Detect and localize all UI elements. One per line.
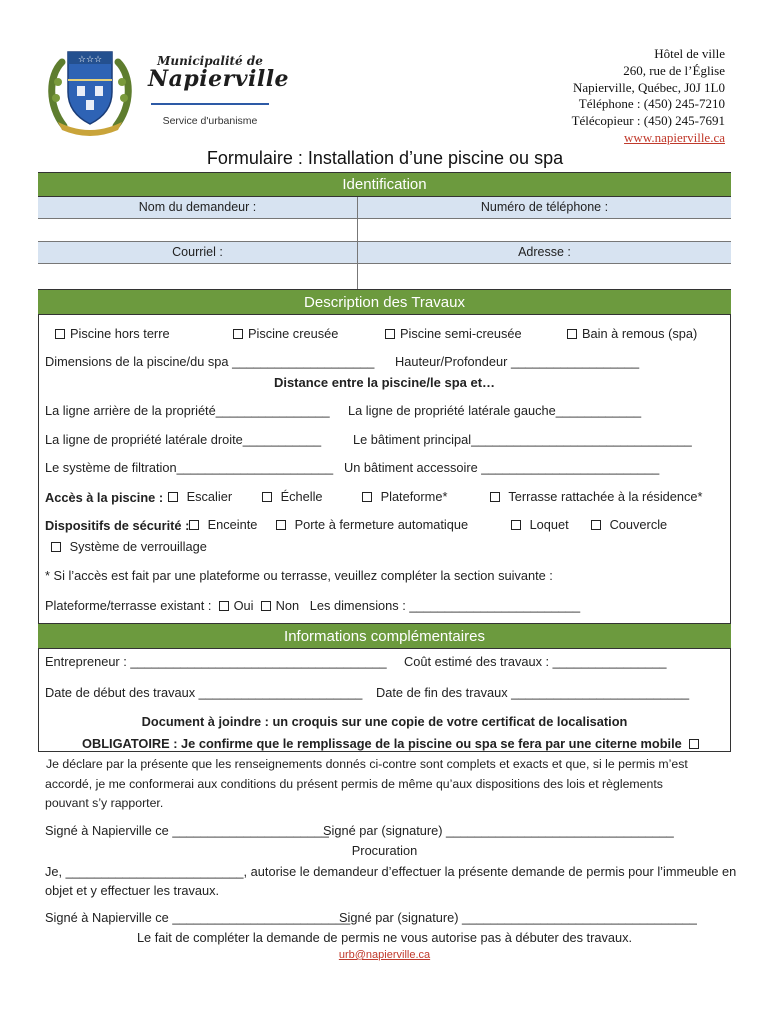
mandatory-confirm — [82, 736, 704, 751]
option-label: Porte à fermeture automatique — [294, 517, 469, 532]
fax-line: Télécopieur : (450) 245-7691 — [571, 113, 725, 129]
proc-signature-field[interactable]: Signé par (signature) _________________________________ — [339, 910, 697, 925]
option-label: Terrasse rattachée à la résidence* — [508, 489, 703, 504]
option-label: Échelle — [280, 489, 323, 504]
option-label: Bain à remous (spa) — [582, 326, 698, 341]
safety-cover[interactable] — [591, 517, 667, 532]
safety-auto-door[interactable] — [276, 517, 468, 532]
checkbox[interactable] — [189, 520, 199, 530]
access-terrace[interactable] — [490, 489, 703, 504]
platform-dimensions-field[interactable]: Les dimensions : ________________________ — [309, 598, 581, 613]
main-building-field[interactable]: Le bâtiment principal_______________________________ — [353, 432, 692, 447]
checkbox[interactable] — [262, 492, 272, 502]
checkbox[interactable] — [233, 329, 243, 339]
name-input[interactable] — [38, 219, 357, 242]
address-line: Napierville, Québec, J0J 1L0 — [573, 79, 725, 95]
declaration-line: accordé, je me conformerai aux conditions du présent permis de même qu’aux dispositions des lois et règlements — [45, 777, 663, 791]
checkbox[interactable] — [567, 329, 577, 339]
safety-lock-system[interactable] — [51, 539, 207, 554]
height-field[interactable]: Hauteur/Profondeur __________________ — [395, 354, 640, 369]
email-label: Courriel : — [38, 242, 357, 264]
phone-line: Téléphone : (450) 245-7210 — [578, 96, 725, 112]
checkbox[interactable] — [168, 492, 178, 502]
address-label: Adresse : — [358, 242, 731, 264]
website-link[interactable]: www.napierville.ca — [624, 129, 725, 145]
service-name: Service d'urbanisme — [162, 115, 258, 127]
municipal-crest-logo — [44, 42, 136, 138]
option-label: Plateforme* — [380, 489, 448, 504]
svg-text:☆☆☆: ☆☆☆ — [77, 55, 103, 65]
yes-label: Oui — [233, 598, 254, 613]
checkbox[interactable] — [276, 520, 286, 530]
option-label: Couvercle — [609, 517, 668, 532]
accessory-building-field[interactable]: Un bâtiment accessoire _________________________ — [344, 460, 660, 475]
address-input[interactable] — [358, 264, 731, 289]
checkbox[interactable] — [51, 542, 61, 552]
checkbox[interactable] — [591, 520, 601, 530]
column-divider — [357, 197, 358, 289]
option-spa[interactable] — [567, 326, 697, 341]
no-label: Non — [275, 598, 300, 613]
municipality-subtitle: Municipalité de — [157, 54, 263, 68]
contact-email-link[interactable]: urb@napierville.ca — [338, 949, 431, 961]
address-line: 260, rue de l’Église — [623, 62, 725, 78]
signed-at-field[interactable]: Signé à Napierville ce ______________________ — [45, 823, 329, 838]
platform-existing — [45, 598, 580, 613]
declaration-line: Je déclare par la présente que les renseignements donnés ci-contre sont complets et exacts et que, si le permis m’est — [46, 757, 688, 771]
access-ladder[interactable] — [262, 489, 323, 504]
section-identification-header: Identification — [38, 172, 731, 197]
procuration-line: objet et y effectuer les travaux. — [45, 883, 220, 898]
dimensions-field[interactable]: Dimensions de la piscine/du spa ____________________ — [45, 354, 375, 369]
option-label: Escalier — [186, 489, 233, 504]
checkbox-yes[interactable] — [219, 601, 229, 611]
procuration-heading: Procuration — [351, 843, 418, 858]
name-label: Nom du demandeur : — [38, 197, 357, 219]
contractor-field[interactable]: Entrepreneur : ____________________________________ — [45, 654, 387, 669]
safety-latch[interactable] — [511, 517, 569, 532]
checkbox[interactable] — [55, 329, 65, 339]
rear-line-field[interactable]: La ligne arrière de la propriété________________ — [45, 403, 330, 418]
checkbox[interactable] — [385, 329, 395, 339]
phone-label: Numéro de téléphone : — [358, 197, 731, 219]
email-input[interactable] — [38, 264, 357, 289]
checkbox-no[interactable] — [261, 601, 271, 611]
option-semi-inground[interactable] — [385, 326, 522, 341]
section-description-header: Description des Travaux — [38, 289, 731, 315]
option-label: Piscine creusée — [248, 326, 339, 341]
option-above-ground[interactable] — [55, 326, 170, 341]
end-date-field[interactable]: Date de fin des travaux _________________________ — [376, 685, 690, 700]
signature-field[interactable]: Signé par (signature) ________________________________ — [323, 823, 674, 838]
cost-field[interactable]: Coût estimé des travaux : ________________ — [404, 654, 667, 669]
filtration-field[interactable]: Le système de filtration______________________ — [45, 460, 334, 475]
option-inground[interactable] — [233, 326, 338, 341]
start-date-field[interactable]: Date de début des travaux _______________________ — [45, 685, 363, 700]
attachment-notice: Document à joindre : un croquis sur une copie de votre certificat de localisation — [141, 714, 628, 729]
option-label: Loquet — [529, 517, 569, 532]
checkbox[interactable] — [490, 492, 500, 502]
safety-enclosure[interactable] — [189, 517, 257, 532]
section-complementary-header: Informations complémentaires — [38, 623, 731, 649]
phone-input[interactable] — [358, 219, 731, 242]
access-platform[interactable] — [362, 489, 447, 504]
address-block — [572, 46, 725, 147]
permit-notice: Le fait de compléter la demande de permis ne vous autorise pas à débuter des travaux. — [136, 930, 633, 945]
option-label: Enceinte — [207, 517, 258, 532]
left-line-field[interactable]: La ligne de propriété latérale gauche____________ — [348, 403, 642, 418]
mandatory-text: OBLIGATOIRE : Je confirme que le remplissage de la piscine ou spa se fera par une citerne mobile — [82, 736, 682, 751]
checkbox-confirm[interactable] — [689, 739, 699, 749]
checkbox[interactable] — [362, 492, 372, 502]
right-line-field[interactable]: La ligne de propriété latérale droite___________ — [45, 432, 322, 447]
logo-divider — [151, 103, 269, 105]
form-title: Formulaire : Installation d’une piscine ou spa — [206, 148, 564, 168]
address-line: Hôtel de ville — [654, 46, 725, 61]
platform-label: Plateforme/terrasse existant : — [45, 598, 212, 613]
option-label: Piscine semi-creusée — [400, 326, 522, 341]
platform-note: * Si l’accès est fait par une plateforme ou terrasse, veuillez compléter la section suivante : — [45, 568, 553, 583]
proc-signed-at-field[interactable]: Signé à Napierville ce _________________________ — [45, 910, 351, 925]
access-label: Accès à la piscine : — [45, 490, 164, 505]
option-label: Piscine hors terre — [70, 326, 170, 341]
municipality-name: Napierville — [148, 66, 290, 92]
checkbox[interactable] — [511, 520, 521, 530]
safety-label: Dispositifs de sécurité : — [45, 518, 190, 533]
option-label: Système de verrouillage — [69, 539, 207, 554]
declaration-line: pouvant s’y rapporter. — [45, 796, 164, 810]
distance-heading: Distance entre la piscine/le spa et… — [273, 375, 496, 390]
procuration-line[interactable]: Je, _________________________, autorise le demandeur d’effectuer la présente demande de permis pour l’immeuble en — [45, 864, 737, 879]
access-stairs[interactable] — [168, 489, 232, 504]
